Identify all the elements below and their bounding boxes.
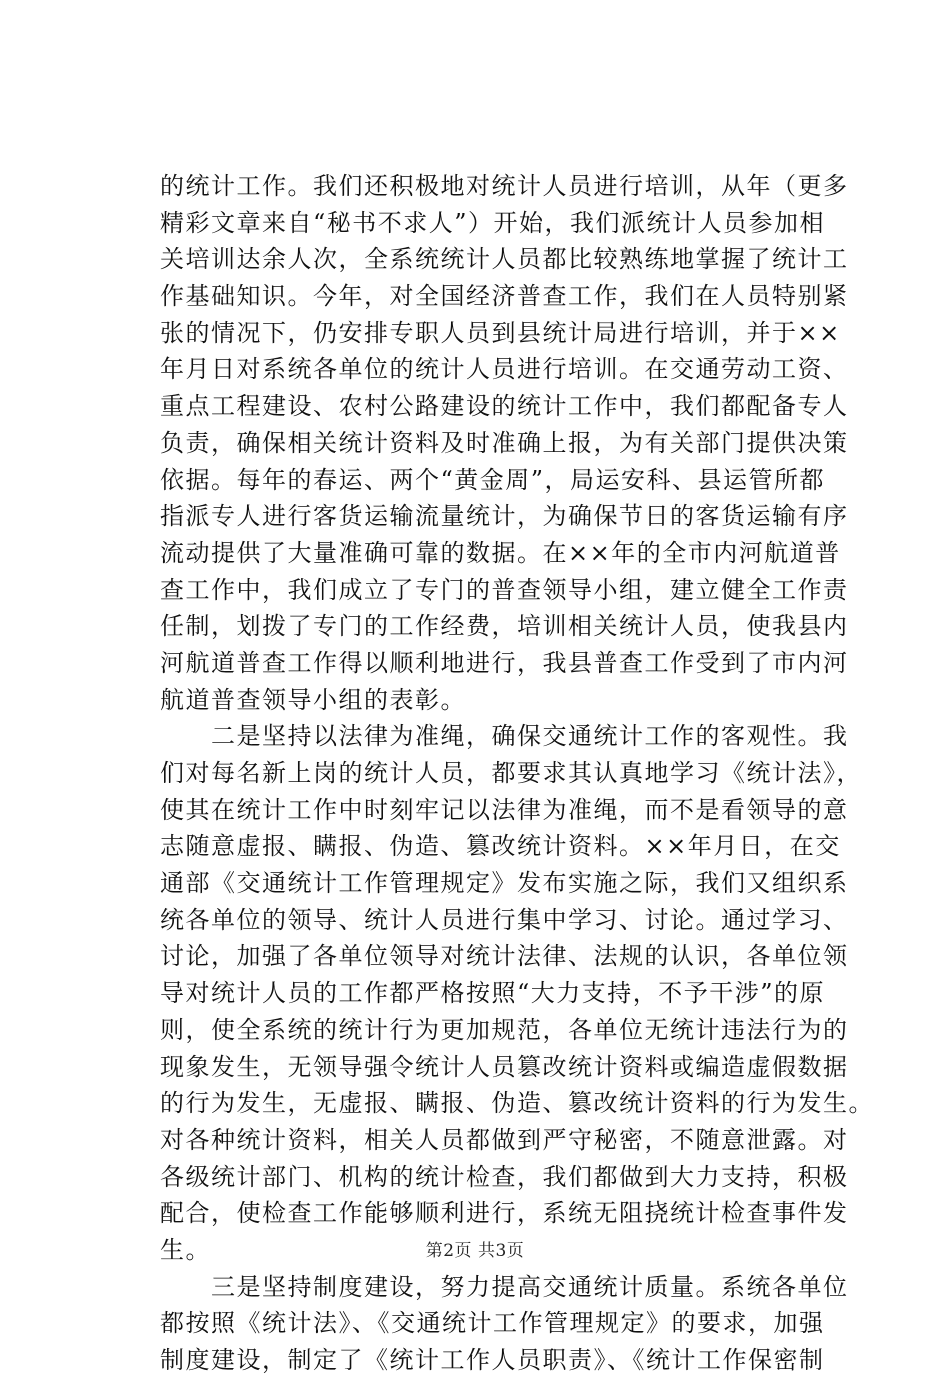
text-line: 生。 [160,1235,211,1264]
text-line: 张的情况下，仍安排专职人员到县统计局进行培训，并于×× [160,318,841,347]
text-line: 讨论，加强了各单位领导对统计法律、法规的认识，各单位领 [160,942,849,971]
text-line: 各级统计部门、机构的统计检查，我们都做到大力支持，积极 [160,1162,849,1191]
text-line: 对各种统计资料，相关人员都做到严守秘密，不随意泄露。对 [160,1125,849,1154]
text-line: 三是坚持制度建设，努力提高交通统计质量。系统各单位 [160,1272,849,1301]
text-line: 航道普查领导小组的表彰。 [160,685,466,714]
text-line: 作基础知识。今年，对全国经济普查工作，我们在人员特别紧 [160,282,849,311]
text-line: 重点工程建设、农村公路建设的统计工作中，我们都配备专人 [160,392,849,421]
text-line: 任制，划拨了专门的工作经费，培训相关统计人员，使我县内 [160,612,849,641]
text-line: 的统计工作。我们还积极地对统计人员进行培训，从年（更多 [160,172,849,200]
text-line: 使其在统计工作中时刻牢记以法律为准绳，而不是看领导的意 [160,795,849,824]
text-line: 都按照《统计法》、《交通统计工作管理规定》的要求，加强 [160,1309,825,1338]
text-line: 精彩文章来自“秘书不求人”）开始，我们派统计人员参加相 [160,208,826,237]
text-line: 关培训达余人次，全系统统计人员都比较熟练地掌握了统计工 [160,245,849,274]
text-line: 查工作中，我们成立了专门的普查领导小组，建立健全工作责 [160,575,849,604]
text-line: 年月日对系统各单位的统计人员进行培训。在交通劳动工资、 [160,355,849,384]
text-line: 则，使全系统的统计行为更加规范，各单位无统计违法行为的 [160,1015,849,1044]
text-line: 负责，确保相关统计资料及时准确上报，为有关部门提供决策 [160,428,849,457]
text-line: 志随意虚报、瞒报、伪造、篡改统计资料。××年月日，在交 [160,832,841,861]
text-line: 流动提供了大量准确可靠的数据。在××年的全市内河航道普 [160,538,841,567]
text-line: 河航道普查工作得以顺利地进行，我县普查工作受到了市内河 [160,648,849,677]
text-line: 指派专人进行客货运输流量统计，为确保节日的客货运输有序 [160,502,849,531]
text-line: 的行为发生，无虚报、瞒报、伪造、篡改统计资料的行为发生。 [160,1089,874,1118]
text-line: 制度建设，制定了《统计工作人员职责》、《统计工作保密制 [160,1346,825,1374]
text-line: 二是坚持以法律为准绳，确保交通统计工作的客观性。我 [160,722,849,751]
text-line: 依据。每年的春运、两个“黄金周”，局运安科、县运管所都 [160,465,826,494]
text-line: 通部《交通统计工作管理规定》发布实施之际，我们又组织系 [160,869,849,898]
text-line: 导对统计人员的工作都严格按照“大力支持，不予干涉”的原 [160,979,826,1008]
text-line: 统各单位的领导、统计人员进行集中学习、讨论。通过学习、 [160,905,849,934]
text-line: 们对每名新上岗的统计人员，都要求其认真地学习《统计法》， [160,759,862,787]
text-line: 现象发生，无领导强令统计人员篡改统计资料或编造虚假数据 [160,1052,849,1081]
page-footer: 第2页 共3页 [425,1241,525,1261]
text-line: 配合，使检查工作能够顺利进行，系统无阻挠统计检查事件发 [160,1199,849,1228]
document-body [160,168,874,1379]
